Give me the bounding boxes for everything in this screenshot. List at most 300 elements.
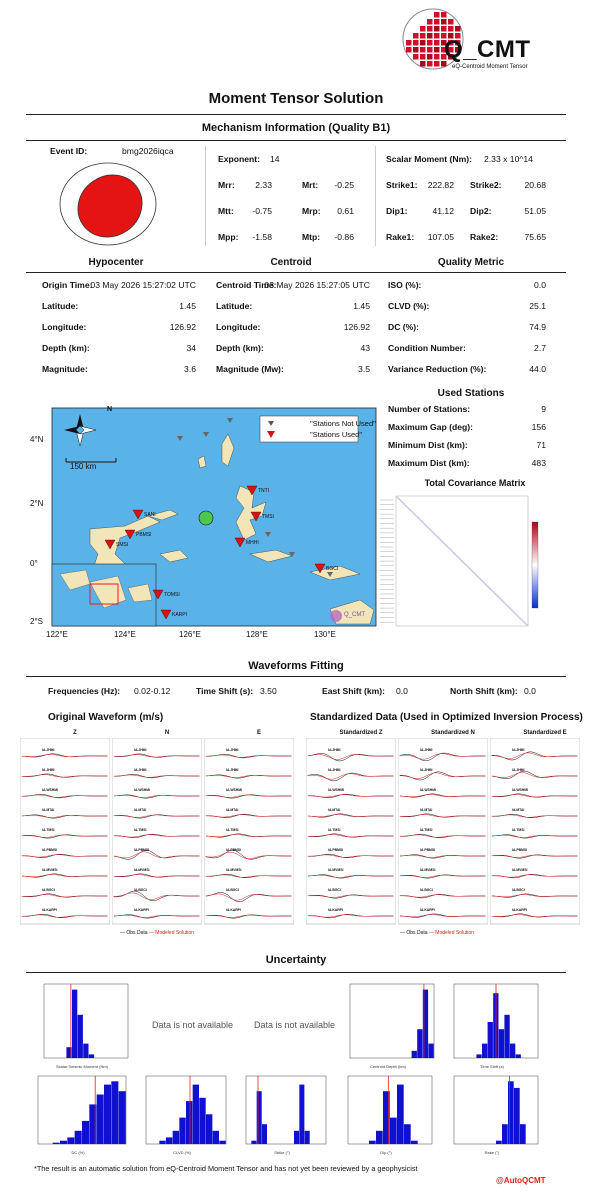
- waveform-column-title: Standardized N: [431, 730, 475, 736]
- rake1-label: Rake1:: [386, 232, 415, 242]
- stations-row-label: Number of Stations:: [388, 404, 471, 414]
- histogram-bar: [496, 1141, 502, 1144]
- strike1-value: 222.82: [427, 180, 454, 190]
- dip1-value: 41.12: [432, 206, 454, 216]
- tshift-value: 3.50: [260, 686, 277, 696]
- scalar-moment-value: 2.33 x 10^14: [484, 154, 533, 164]
- station-code: IA.MVMSI: [134, 868, 150, 872]
- nshift-label: North Shift (km):: [450, 686, 518, 696]
- model-trace: [22, 855, 108, 857]
- model-trace: [400, 754, 486, 760]
- obs-trace: [308, 895, 394, 898]
- waveform-panel: [204, 738, 294, 928]
- histogram-bar: [82, 1121, 89, 1144]
- centroid-row-value: 1.45: [353, 301, 370, 311]
- model-trace: [308, 774, 394, 780]
- stations-row-value: 9: [541, 404, 546, 414]
- waveform-legend: [120, 930, 194, 936]
- histogram-bar: [476, 1054, 481, 1058]
- histogram-bar: [404, 1124, 411, 1144]
- hypocenter-row-label: Origin Time:: [42, 280, 93, 290]
- quality-row-label: Variance Reduction (%):: [388, 364, 487, 374]
- histogram-bar: [257, 1091, 262, 1144]
- station-label: BGCI: [326, 566, 339, 572]
- histogram: [34, 982, 130, 1070]
- station-code: IA.PBMSI: [226, 848, 242, 852]
- nshift-value: 0.0: [524, 686, 536, 696]
- quality-row-value: 25.1: [529, 301, 546, 311]
- centroid-row-value: 126.92: [343, 322, 370, 332]
- centroid-row-label: Latitude:: [216, 301, 253, 311]
- obs-trace: [206, 915, 292, 918]
- model-trace: [400, 914, 486, 916]
- legend-used: "Stations Used": [310, 430, 363, 439]
- centroid-row-label: Centroid Time:: [216, 280, 277, 290]
- obs-trace: [492, 855, 578, 858]
- station-label: KARPI: [172, 612, 188, 618]
- histogram-xlabel: CLVD (%): [173, 1150, 191, 1155]
- histogram: [444, 982, 540, 1070]
- stations-title: Used Stations: [437, 388, 505, 399]
- mrr-value: 2.33: [255, 180, 272, 190]
- station-code: IA.PBMSI: [512, 848, 528, 852]
- station-code: IA.KARPI: [328, 908, 343, 912]
- freq-value: 0.02-0.12: [134, 686, 171, 696]
- station-code: IA.PBMSI: [328, 848, 344, 852]
- histogram-bar: [294, 1131, 299, 1144]
- mpp-label: Mpp:: [218, 232, 239, 242]
- station-code: IA.TMSI: [420, 828, 433, 832]
- model-trace: [206, 795, 292, 797]
- station-label: MHHI: [246, 540, 259, 546]
- model-trace: [114, 875, 200, 877]
- model-trace: [22, 754, 108, 756]
- histogram-bar: [186, 1101, 192, 1144]
- model-trace: [400, 773, 486, 779]
- station-code: IA.MTAI: [328, 808, 341, 812]
- station-code: IA.JHMI: [42, 768, 55, 772]
- histogram-bar: [89, 1054, 94, 1058]
- station-code: IA.WSHMI: [420, 788, 437, 792]
- waveform-column-title: N: [164, 730, 170, 736]
- histogram-bar: [520, 1124, 526, 1144]
- station-code: IA.KARPI: [420, 908, 435, 912]
- hypocenter-row-value: 1.45: [179, 301, 196, 311]
- mtt-label: Mtt:: [218, 206, 234, 216]
- station-code: IA.BGCI: [42, 888, 55, 892]
- twitter-handle[interactable]: @AutoQCMT: [496, 1176, 546, 1185]
- model-trace: [114, 775, 200, 777]
- hypocenter-title: Hypocenter: [88, 257, 144, 268]
- centroid-row-value: 43: [360, 343, 370, 353]
- station-code: IA.MVMSI: [328, 868, 344, 872]
- quality-row-value: 44.0: [529, 364, 546, 374]
- divider: [26, 676, 566, 677]
- model-trace: [308, 835, 394, 837]
- longitude-tick: 128°E: [246, 630, 268, 639]
- station-code: IA.JHMI: [226, 768, 239, 772]
- histogram-bar: [159, 1141, 165, 1144]
- quality-row-label: DC (%):: [388, 322, 420, 332]
- histogram-bar: [251, 1141, 256, 1144]
- histogram-xlabel: Dip (°): [380, 1150, 392, 1155]
- histogram: [338, 1074, 434, 1156]
- dip2-label: Dip2:: [470, 206, 492, 216]
- histogram-bar: [179, 1118, 185, 1144]
- centroid-title: Centroid: [270, 257, 312, 268]
- model-trace: [22, 895, 108, 897]
- station-code: IA.MTAI: [420, 808, 433, 812]
- histogram-bar: [119, 1091, 126, 1144]
- histogram-bar: [213, 1131, 219, 1144]
- mtp-value: -0.86: [334, 232, 354, 242]
- hypocenter-row-value: 34: [186, 343, 196, 353]
- station-code: IA.WSHMI: [226, 788, 243, 792]
- histogram-xlabel: Scalar Seismic Moment (Nm): [55, 1064, 109, 1069]
- model-trace: [22, 835, 108, 837]
- histogram-bar: [499, 1029, 504, 1058]
- station-label: TMSI: [262, 514, 274, 520]
- histogram-bar: [397, 1085, 404, 1144]
- model-trace: [400, 815, 486, 817]
- waveform-panel: [112, 738, 202, 928]
- stations-row-label: Maximum Gap (deg):: [388, 422, 473, 432]
- mtp-label: Mtp:: [302, 232, 321, 242]
- quality-row-label: Condition Number:: [388, 343, 466, 353]
- page-title: Moment Tensor Solution: [208, 90, 384, 107]
- model-trace: [114, 815, 200, 817]
- stations-row-value: 156: [531, 422, 546, 432]
- divider: [26, 114, 566, 115]
- histogram-bar: [67, 1137, 74, 1144]
- standardized-title: Standardized Data (Used in Optimized Inversion Process): [310, 712, 583, 723]
- model-trace: [492, 773, 578, 778]
- station-code: IA.JHMI: [512, 768, 525, 772]
- waveform-panel: [20, 738, 110, 928]
- centroid-row-label: Longitude:: [216, 322, 261, 332]
- station-map: [30, 404, 380, 644]
- obs-trace: [308, 834, 394, 837]
- column-divider: [205, 146, 206, 246]
- station-code: IA.MVMSI: [420, 868, 436, 872]
- histogram-bar: [60, 1141, 67, 1144]
- tshift-label: Time Shift (s):: [196, 686, 254, 696]
- centroid-row-label: Depth (km):: [216, 343, 264, 353]
- latitude-tick: 4°N: [30, 435, 44, 444]
- obs-trace: [492, 914, 578, 917]
- station-code: IA.JHMI: [512, 748, 525, 752]
- hypocenter-row-value: 03 May 2026 15:27:02 UTC: [90, 280, 196, 290]
- station-code: IA.BGCI: [134, 888, 147, 892]
- station-code: IA.WSHMI: [42, 788, 59, 792]
- mrp-value: 0.61: [337, 206, 354, 216]
- station-code: IA.JHMI: [420, 768, 433, 772]
- histogram-bar: [53, 1143, 60, 1144]
- legend-obs: — Obs Data: [120, 930, 149, 936]
- map-watermark: Q_CMT: [344, 612, 365, 618]
- histogram-xlabel: DC (%): [71, 1150, 85, 1155]
- station-code: IA.MTAI: [42, 808, 55, 812]
- histogram-bar: [369, 1141, 376, 1144]
- legend-not-used: "Stations Not Used": [310, 419, 376, 428]
- dip1-label: Dip1:: [386, 206, 408, 216]
- histogram-bar: [514, 1088, 520, 1144]
- hypocenter-row-value: 3.6: [184, 364, 196, 374]
- station-code: IA.MTAI: [226, 808, 239, 812]
- model-trace: [114, 835, 200, 837]
- centroid-row-value: 03 May 2026 15:27:05 UTC: [264, 280, 370, 290]
- north-label: N: [107, 406, 113, 413]
- station-code: IA.BGCI: [512, 888, 525, 892]
- station-code: IA.MVMSI: [512, 868, 528, 872]
- model-trace: [22, 815, 108, 817]
- station-code: IA.PBMSI: [134, 848, 150, 852]
- obs-trace: [206, 850, 292, 859]
- station-label: TOMSI: [164, 592, 180, 598]
- histogram-bar: [376, 1131, 383, 1144]
- quality-row-label: CLVD (%):: [388, 301, 430, 311]
- histogram-bar: [111, 1081, 118, 1144]
- quality-title: Quality Metric: [437, 257, 505, 268]
- model-trace: [206, 755, 292, 757]
- histogram-bar: [299, 1085, 304, 1144]
- histogram-bar: [219, 1141, 225, 1144]
- mrt-value: -0.25: [334, 180, 354, 190]
- histogram-xlabel: Time Shift (s): [480, 1064, 504, 1069]
- station-code: IA.PBMSI: [420, 848, 436, 852]
- column-divider: [375, 146, 376, 246]
- mrp-label: Mrp:: [302, 206, 321, 216]
- exponent-label: Exponent:: [218, 154, 261, 164]
- histogram-bar: [78, 1015, 83, 1058]
- histogram-bar: [390, 1118, 397, 1144]
- histogram-bar: [482, 1044, 487, 1058]
- station-code: IA.KARPI: [226, 908, 241, 912]
- legend-obs: — Obs Data: [400, 930, 429, 936]
- histogram-bar: [504, 1015, 509, 1058]
- station-code: IA.JHMI: [328, 768, 341, 772]
- uncertainty-title: Uncertainty: [265, 954, 327, 966]
- divider: [26, 972, 566, 973]
- histogram-bar: [262, 1124, 267, 1144]
- station-code: IA.TMSI: [328, 828, 341, 832]
- waveform-column-title: Z: [73, 730, 77, 736]
- model-trace: [492, 753, 578, 759]
- station-code: IA.WSHMI: [512, 788, 529, 792]
- waveform-panel: [490, 738, 580, 928]
- hypocenter-row-label: Magnitude:: [42, 364, 88, 374]
- station-code: IA.KARPI: [42, 908, 57, 912]
- histogram-bar: [516, 1054, 521, 1058]
- obs-trace: [400, 814, 486, 817]
- longitude-tick: 124°E: [114, 630, 136, 639]
- centroid-row-label: Magnitude (Mw):: [216, 364, 284, 374]
- station-code: IA.WSHMI: [328, 788, 345, 792]
- station-code: IA.KARPI: [134, 908, 149, 912]
- divider: [26, 140, 566, 141]
- covariance-matrix: [376, 492, 572, 632]
- quality-row-value: 2.7: [534, 343, 546, 353]
- station-code: IA.TMSI: [226, 828, 239, 832]
- station-label: SMSI: [116, 542, 129, 548]
- centroid-row-value: 3.5: [358, 364, 370, 374]
- mechanism-title: Mechanism Information (Quality B1): [201, 122, 391, 134]
- longitude-tick: 126°E: [179, 630, 201, 639]
- obs-trace: [22, 894, 108, 897]
- scalar-moment-label: Scalar Moment (Nm):: [386, 154, 472, 164]
- histogram-bar: [510, 1044, 515, 1058]
- histogram-bar: [412, 1051, 417, 1058]
- covariance-title: Total Covariance Matrix: [424, 478, 526, 488]
- rake1-value: 107.05: [427, 232, 454, 242]
- histogram-bar: [173, 1131, 179, 1144]
- rake2-value: 75.65: [524, 232, 546, 242]
- station-code: IA.JHMI: [328, 748, 341, 752]
- histogram-xlabel: Strike (°): [274, 1150, 290, 1155]
- divider: [26, 272, 566, 273]
- waveform-panels: [20, 730, 576, 950]
- histogram-bar: [199, 1098, 205, 1144]
- station-code: IA.JHMI: [42, 748, 55, 752]
- quality-row-label: ISO (%):: [388, 280, 422, 290]
- mtt-value: -0.75: [252, 206, 272, 216]
- waveform-panel: [398, 738, 488, 928]
- mpp-value: -1.58: [252, 232, 272, 242]
- quality-row-value: 74.9: [529, 322, 546, 332]
- hypocenter-row-label: Latitude:: [42, 301, 79, 311]
- na-text-2: Data is not available: [254, 1020, 336, 1030]
- na-text-1: Data is not available: [152, 1020, 234, 1030]
- logo-name: Q_CMT: [444, 36, 531, 63]
- epicenter-marker: [199, 511, 213, 525]
- model-trace: [114, 893, 200, 900]
- obs-trace: [308, 773, 394, 781]
- histogram-bar: [428, 1044, 433, 1058]
- station-code: IA.MTAI: [512, 808, 525, 812]
- mrt-label: Mrt:: [302, 180, 319, 190]
- station-code: IA.TMSI: [42, 828, 55, 832]
- latitude-tick: 0°: [30, 559, 38, 568]
- histogram: [444, 1074, 540, 1156]
- station-code: IA.MVMSI: [42, 868, 58, 872]
- legend-mod: — Modeled Solution: [428, 930, 474, 936]
- station-label: TNTI: [258, 488, 270, 494]
- histogram: [136, 1074, 228, 1156]
- histogram-bar: [193, 1085, 199, 1144]
- histogram-bar: [411, 1141, 418, 1144]
- exponent-value: 14: [270, 154, 280, 164]
- hypocenter-row-label: Depth (km):: [42, 343, 90, 353]
- station-code: IA.BGCI: [328, 888, 341, 892]
- histogram-bar: [83, 1044, 88, 1058]
- histogram-bar: [508, 1081, 514, 1144]
- station-code: IA.TMSI: [134, 828, 147, 832]
- longitude-tick: 122°E: [46, 630, 68, 639]
- station-code: IA.KARPI: [512, 908, 527, 912]
- histogram-xlabel: Rake (°): [484, 1150, 500, 1155]
- logo: [398, 2, 558, 84]
- histogram-bar: [305, 1131, 310, 1144]
- uncertainty-histograms: [0, 976, 592, 1160]
- logo-tagline: eQ-Centroid Moment Tensor: [452, 64, 528, 70]
- station-code: IA.TMSI: [512, 828, 525, 832]
- station-code: IA.PBMSI: [42, 848, 58, 852]
- hypocenter-row-label: Longitude:: [42, 322, 87, 332]
- station-code: IA.BGCI: [226, 888, 239, 892]
- obs-trace: [400, 875, 486, 878]
- histogram-bar: [75, 1131, 82, 1144]
- freq-label: Frequencies (Hz):: [48, 686, 121, 696]
- original-waveform-title: Original Waveform (m/s): [48, 712, 164, 723]
- stations-row-value: 71: [536, 440, 546, 450]
- strike1-label: Strike1:: [386, 180, 418, 190]
- obs-trace: [492, 794, 578, 797]
- histogram-bar: [97, 1095, 104, 1145]
- waveform-column-title: Standardized E: [523, 730, 567, 736]
- eshift-label: East Shift (km):: [322, 686, 386, 696]
- hypocenter-row-value: 126.92: [169, 322, 196, 332]
- waveforms-title: Waveforms Fitting: [248, 660, 344, 672]
- station-code: IA.WSHMI: [134, 788, 151, 792]
- longitude-tick: 130°E: [314, 630, 336, 639]
- stations-row-label: Minimum Dist (km):: [388, 440, 468, 450]
- dip2-value: 51.05: [524, 206, 546, 216]
- legend-mod: — Modeled Solution: [148, 930, 194, 936]
- strike2-value: 20.68: [524, 180, 546, 190]
- histogram-bar: [104, 1085, 111, 1144]
- model-trace: [114, 795, 200, 797]
- histogram-bar: [488, 1022, 493, 1058]
- histogram-bar: [166, 1137, 172, 1144]
- station-label: SANI: [144, 512, 156, 518]
- model-trace: [114, 852, 200, 858]
- stations-row-label: Maximum Dist (km):: [388, 458, 470, 468]
- station-code: IA.JHMI: [226, 748, 239, 752]
- event-id-value: bmg2026iqca: [122, 146, 174, 156]
- waveform-column-title: Standardized Z: [339, 730, 383, 736]
- scale-label: 150 km: [70, 462, 97, 471]
- station-label: PBMSI: [136, 532, 152, 538]
- histogram: [340, 982, 436, 1070]
- quality-row-value: 0.0: [534, 280, 546, 290]
- histogram-xlabel: Centroid Depth (km): [369, 1064, 407, 1069]
- station-code: IA.BGCI: [420, 888, 433, 892]
- strike2-label: Strike2:: [470, 180, 502, 190]
- histogram-bar: [72, 990, 77, 1058]
- latitude-tick: 2°N: [30, 499, 44, 508]
- waveform-legend: [400, 930, 474, 936]
- station-code: IA.JHMI: [134, 748, 147, 752]
- eshift-value: 0.0: [396, 686, 408, 696]
- histogram-bar: [206, 1114, 212, 1144]
- waveform-panel: [306, 738, 396, 928]
- model-trace: [22, 795, 108, 797]
- waveform-column-title: E: [256, 730, 261, 736]
- latitude-tick: 2°S: [30, 617, 43, 626]
- mrr-label: Mrr:: [218, 180, 235, 190]
- histogram: [236, 1074, 328, 1156]
- stations-row-value: 483: [531, 458, 546, 468]
- station-code: IA.MVMSI: [226, 868, 242, 872]
- beachball: [56, 160, 160, 248]
- station-code: IA.JHMI: [420, 748, 433, 752]
- obs-trace: [400, 753, 486, 761]
- model-trace: [308, 754, 394, 759]
- model-trace: [206, 775, 292, 777]
- station-code: IA.MTAI: [134, 808, 147, 812]
- station-code: IA.JHMI: [134, 768, 147, 772]
- event-id-label: Event ID:: [50, 146, 88, 156]
